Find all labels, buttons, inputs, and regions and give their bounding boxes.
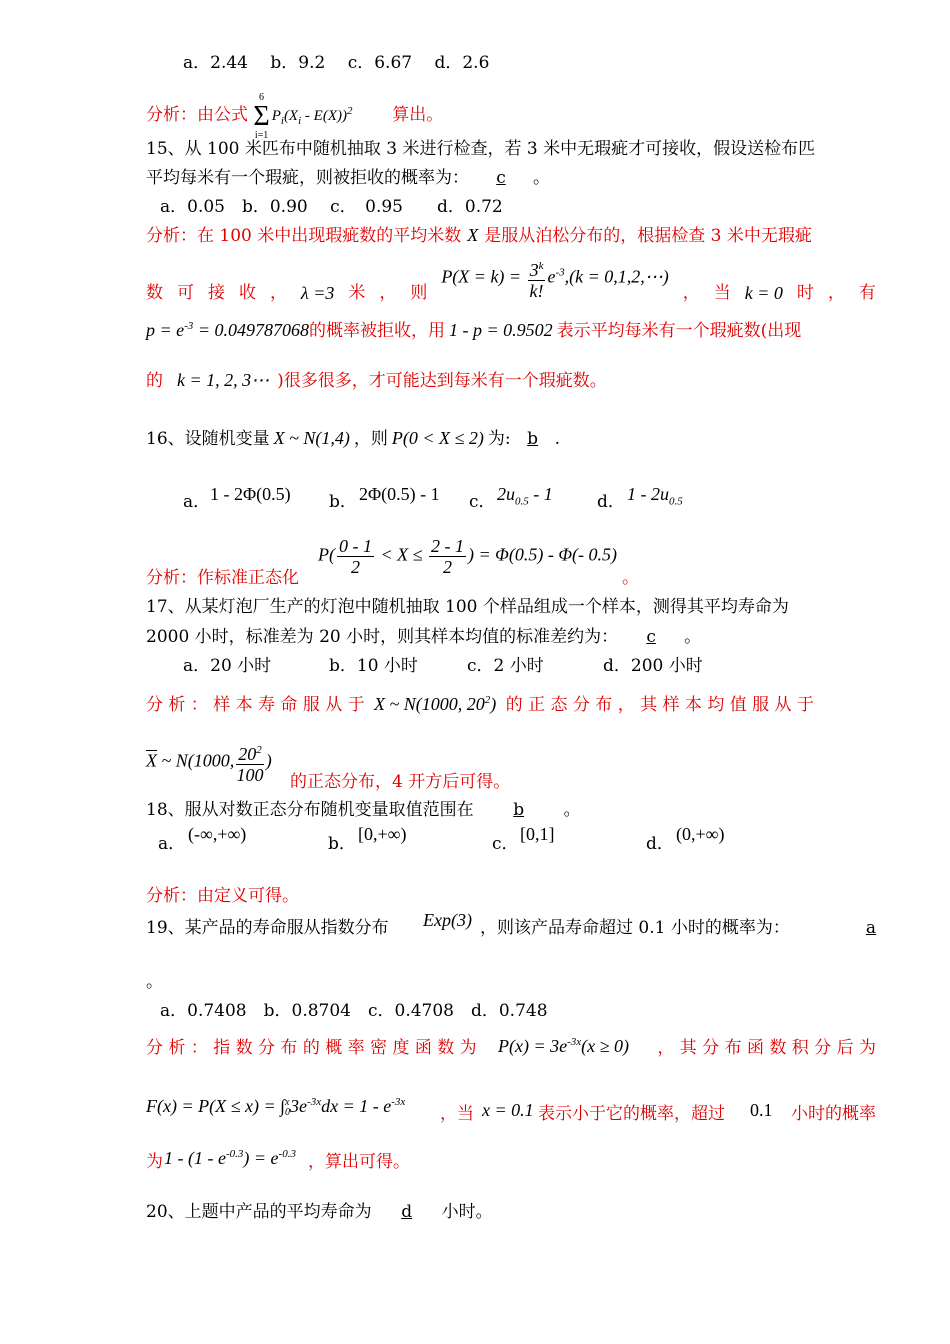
q19-a3-post: ，算出可得。 [308, 1152, 410, 1172]
q17-opt-d: d．200 小时 [603, 656, 703, 676]
q15-stem-line2 [146, 166, 876, 190]
formula-p: P [271, 108, 281, 124]
q14-analysis [146, 86, 876, 141]
q16-stem-pre: 16、设随机变量 [146, 429, 270, 449]
q19-x-value: x = 0.1 [482, 1100, 534, 1120]
p-val: = 0.049787068 [193, 320, 309, 340]
q18-answer-blank: b [513, 800, 525, 820]
q15-k0: k = 0 [744, 283, 783, 303]
frac-num-sup: k [538, 260, 544, 272]
q19-threshold: 0.1 [750, 1100, 773, 1120]
q17-xbar-dist [146, 740, 272, 785]
punct: ， [827, 283, 845, 303]
q15-p-value [146, 320, 309, 340]
sigma-bottom: i=1 [254, 129, 269, 141]
q18-options [158, 822, 876, 856]
q19-result [164, 1142, 296, 1170]
q19-a1-post: ， 其 分 布 函 数 积 分 后 为 [657, 1038, 876, 1058]
q15-analysis-line4 [146, 368, 876, 393]
density-f: P(x) = 3e [498, 1036, 568, 1056]
formula-x: (X [283, 108, 299, 124]
q16-stem-end: . [554, 429, 561, 449]
q15-answer-blank: c [496, 168, 506, 188]
opt-d-sub: 0.5 [669, 495, 683, 508]
q17-stem-text: 2000 小时，标准差为 20 小时，则其样本均值的标准差约为： [146, 627, 619, 647]
q15-options: a．0.05 b．0.90 c． 0.95 d．0.72 [160, 197, 503, 217]
q20-answer-blank: d [401, 1202, 413, 1222]
q19-density [498, 1030, 629, 1058]
q18-opt-a: (-∞,+∞) [188, 824, 247, 844]
q19-cdf [146, 1090, 405, 1118]
q15-a1-post: 是服从泊松分布的，根据检查 3 米中无瑕疵 [484, 226, 812, 246]
q15-analysis-line3 [146, 314, 876, 343]
q16-analysis-formula [318, 536, 617, 577]
q16-options [183, 482, 876, 516]
p-expr: p = e [146, 320, 185, 340]
q16-stem [146, 426, 876, 451]
q18-opt-c: [0,1] [520, 824, 555, 844]
frac2-num: 2 - 1 [431, 536, 465, 556]
q19-analysis-line3 [146, 1142, 876, 1172]
xbar-tail: ) [265, 750, 272, 771]
density-sup: -3x [567, 1036, 582, 1048]
q16-probability: P(0 < X ≤ 2) [391, 428, 484, 448]
q15-stem-text: 平均每米有一个瑕疵，则被拒收的概率为： [146, 168, 469, 188]
q19-options: a．0.7408 b．0.8704 c．0.4708 d．0.748 [160, 1001, 548, 1021]
q16-stem-wei: 为: [487, 429, 511, 449]
q18-opt-d: (0,+∞) [676, 824, 725, 844]
res-mid: ) = e [243, 1148, 279, 1168]
q20-stem [146, 1200, 876, 1224]
q17-answer-blank: c [646, 627, 656, 647]
q17-x-dist [374, 694, 496, 714]
q15-stem-line1: 15、从 100 米匹布中随机抽取 3 米进行检查，若 3 米中无瑕疵才可接收，假设送检布匹 [146, 139, 816, 159]
q18-stem-pre: 18、服从对数正态分布随机变量取值范围在 [146, 800, 474, 820]
q19-a1-pre: 分 析 ： 指 数 分 布 的 概 率 密 度 函 数 为 [146, 1038, 477, 1058]
q16-analysis-pre: 分析：作标准正态化 [146, 568, 299, 588]
q16-opt-a-label: a． [183, 492, 211, 512]
q16-stem-mid: ，则 [353, 429, 388, 449]
cdf-dx: dx = 1 - e [321, 1096, 392, 1116]
dist-sup: 2 [484, 694, 491, 706]
q14-analysis-pre: 分析：由公式 [146, 105, 248, 125]
word: 数 [146, 283, 163, 303]
opt-c-tail: - 1 [528, 484, 553, 504]
frac-num-sup: 2 [256, 744, 262, 756]
frac-den: 100 [236, 765, 264, 785]
q19-distribution: Exp(3) [423, 910, 472, 930]
poisson-fraction [528, 256, 546, 301]
q15-analysis-line1 [146, 223, 876, 248]
q19-analysis-line2 [146, 1090, 876, 1124]
q15-analysis-line2 [146, 256, 876, 304]
q15-a4-post: )很多很多，才可能达到每米有一个瑕疵数。 [277, 371, 607, 391]
an-tail: ) = Φ(0.5) - Φ(- 0.5) [468, 544, 618, 565]
variance-fraction [236, 740, 264, 785]
frac-1 [337, 536, 374, 577]
q18-opt-d-label: d． [646, 834, 674, 854]
q19-stem-pre: 19、某产品的寿命服从指数分布 [146, 918, 389, 938]
q18-opt-c-label: c． [492, 834, 519, 854]
q16-opt-b-label: b． [329, 492, 357, 512]
q14-analysis-post: 算出。 [392, 105, 444, 125]
word: 时 [796, 283, 814, 303]
q14-formula: 6 Σ i=1 $P_i(X_i - E(X))^2$ [253, 91, 353, 141]
q17-a2-post: 的正态分布，4 开方后可得。 [290, 772, 511, 792]
q15-lambda: λ =3 [300, 283, 335, 303]
opt-c-main: 2u [497, 484, 515, 504]
q15-stem-end: 。 [533, 168, 550, 188]
res-f: 1 - (1 - e [164, 1148, 226, 1168]
q18-stem [146, 798, 876, 822]
word: 接 [207, 283, 225, 303]
q19-answer-blank: a [865, 918, 876, 938]
q19-stem-end: 。 [146, 972, 163, 992]
q19-stem-mid: ，则该产品寿命超过 0.1 小时的概率为： [480, 918, 790, 938]
q18-stem-end: 。 [563, 800, 581, 820]
q17-stem-end: 。 [684, 627, 702, 647]
q16-opt-a: 1 - 2Φ(0.5) [210, 484, 291, 504]
formula-sup: -3 [555, 266, 565, 279]
frac1-den: 2 [351, 557, 360, 577]
xbar: $\overline{X}$ [146, 750, 157, 771]
q20-stem-pre: 20、上题中产品的平均寿命为 [146, 1202, 372, 1222]
q14-options: a．2.44 b．9.2 c．6.67 d．2.6 [183, 53, 490, 73]
q15-k-seq: k = 1, 2, 3⋯ [177, 370, 270, 390]
q17-a1-pre: 分 析 ： 样 本 寿 命 服 从 于 [146, 695, 365, 715]
opt-d-main: 1 - 2u [627, 484, 669, 504]
formula-ex: - E(X)) [301, 108, 347, 124]
q15-poisson-formula [441, 256, 668, 301]
cdf-sup2: -3x [391, 1096, 406, 1108]
frac2-den: 2 [443, 557, 453, 577]
density-tail: (x ≥ 0) [581, 1036, 630, 1056]
word: 米 [348, 283, 366, 303]
q17-stem-line1: 17、从某灯泡厂生产的灯泡中随机抽取 100 个样品组成一个样本，测得其平均寿命为 [146, 597, 789, 617]
cdf-f: F(x) = P(X ≤ x) = ∫ [146, 1096, 286, 1116]
formula-pre: P(X = k) = [441, 266, 522, 287]
q15-q-value: 1 - p = 0.9502 [448, 320, 553, 340]
frac-2 [429, 536, 466, 577]
q18-analysis: 分析：由定义可得。 [146, 886, 299, 906]
formula-e: e [547, 266, 556, 287]
q17-opt-c: c．2 小时 [467, 656, 544, 676]
res-sup2: -0.3 [278, 1148, 296, 1160]
q16-analysis-post: 。 [622, 568, 639, 588]
q16-opt-d-label: d． [597, 492, 625, 512]
q19-a2-post: 小时的概率 [791, 1104, 876, 1124]
frac-num: 3 [529, 260, 539, 280]
word: 则 [410, 283, 428, 303]
formula-tail: ,(k = 0,1,2,⋯) [564, 266, 669, 287]
p-sup: -3 [184, 320, 194, 332]
cdf-body: 3e [290, 1096, 308, 1116]
q20-stem-end: 小时。 [441, 1202, 493, 1222]
q15-a3-post: 表示平均每米有一个瑕疵数(出现 [556, 321, 802, 341]
punct: ， [379, 283, 397, 303]
frac-num: 20 [238, 744, 257, 764]
q18-opt-b: [0,+∞) [358, 824, 407, 844]
q16-opt-d [627, 482, 683, 514]
q18-opt-b-label: b． [328, 834, 356, 854]
q19-a3-pre: 为 [146, 1152, 163, 1172]
q16-analysis [146, 536, 876, 588]
word: 收 [238, 283, 256, 303]
q18-opt-a-label: a． [158, 834, 186, 854]
word: 有 [858, 283, 876, 303]
dist: X ~ N(1000, 20 [374, 694, 485, 714]
q16-opt-c-label: c． [469, 492, 496, 512]
xbar-dist: ~ N(1000, [157, 750, 235, 771]
q17-opt-b: b．10 小时 [329, 656, 418, 676]
word: 当 [713, 283, 731, 303]
res-sup: -0.3 [225, 1148, 244, 1160]
punct: ， [269, 283, 287, 303]
q16-opt-c [497, 482, 553, 514]
q17-stem-line2 [146, 625, 876, 649]
q19-a2-mid: ，当 [440, 1104, 474, 1124]
q14-sigma: 6 Σ i=1 [253, 91, 270, 141]
cdf-sup: -3x [307, 1096, 322, 1108]
sigma-top: 6 [259, 91, 265, 103]
an-p: P( [318, 544, 335, 565]
q17-analysis-line2 [146, 740, 876, 790]
q17-analysis-line1 [146, 688, 876, 717]
q19-a2-mid2: 表示小于它的概率，超过 [538, 1104, 725, 1124]
q16-answer-blank: b [527, 429, 539, 449]
q15-a1-pre: 分析：在 100 米中出现瑕疵数的平均米数 [146, 226, 462, 246]
an-mid: < X ≤ [376, 544, 428, 565]
q17-opt-a: a．20 小时 [183, 656, 272, 676]
q15-a4-pre: 的 [146, 371, 163, 391]
q15-var-x: X [467, 225, 479, 245]
q16-opt-b: 2Φ(0.5) - 1 [359, 484, 440, 504]
q19-analysis-line1 [146, 1032, 876, 1062]
frac1-num: 0 - 1 [339, 536, 372, 556]
frac-den: k! [529, 281, 544, 301]
opt-c-sub: 0.5 [515, 495, 529, 508]
q16-distribution: X ~ N(1,4) [273, 428, 350, 448]
q19-stem [146, 912, 876, 942]
punct: ， [682, 283, 700, 303]
q17-a1-post: 的 正 态 分 布 ， 其 样 本 均 值 服 从 于 [505, 695, 814, 715]
dist-tail: ) [490, 694, 497, 714]
int-top: x [285, 1096, 290, 1108]
word: 可 [176, 283, 194, 303]
q15-a3-mid: 的概率被拒收，用 [308, 321, 445, 341]
int-bot: 0 [285, 1106, 291, 1118]
